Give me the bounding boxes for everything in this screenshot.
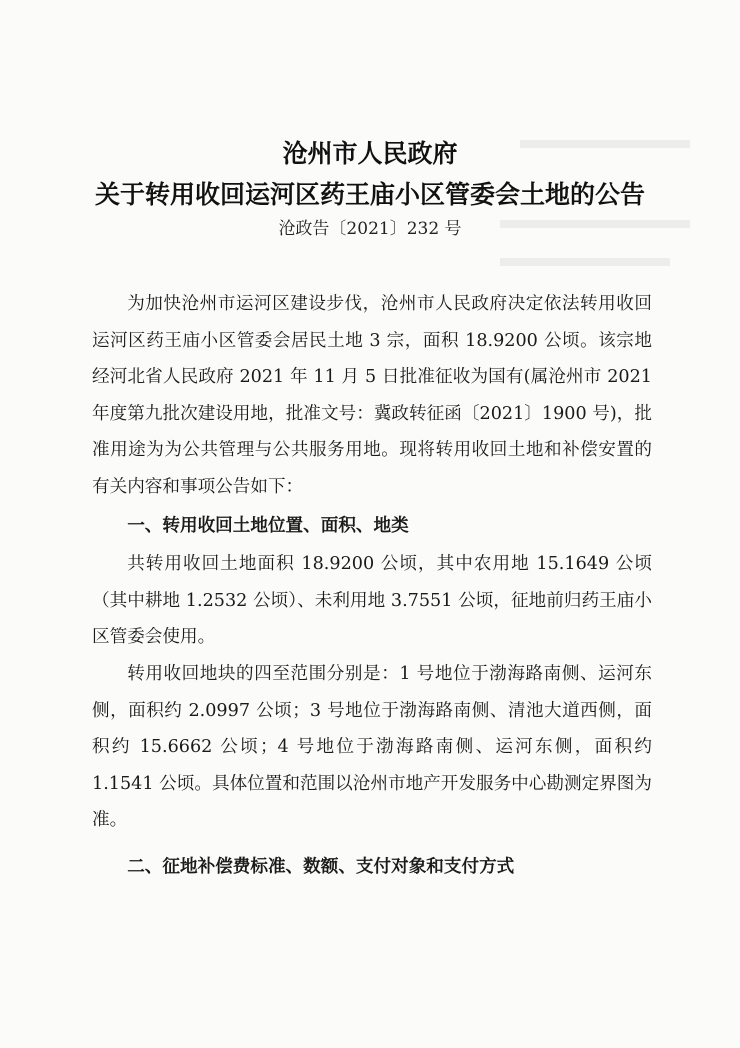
document-title-line-1: 沧州市人民政府: [282, 139, 458, 168]
document-title-line-2: 关于转用收回运河区药王庙小区管委会土地的公告: [94, 180, 645, 209]
section-2-heading: 二、征地补偿费标准、数额、支付对象和支付方式: [127, 856, 515, 877]
section-1-heading: 一、转用收回土地位置、面积、地类: [127, 515, 409, 536]
document-number: 沧政告〔2021〕232 号: [278, 219, 462, 239]
section-1-paragraph-2: 转用收回地块的四至范围分别是：1 号地位于渤海路南侧、运河东侧，面积约 2.0997 公顷；3 号地位于渤海路南侧、清池大道西侧，面积约 15.6662 公顷；4 号地位于渤海路南侧、运河东侧，面积约 1.1541 公顷。具体位置和范围以沧州市地产开发服务中心勘测定界图为准。: [92, 663, 652, 831]
section-1-paragraph-1: 共转用收回土地面积 18.9200 公顷，其中农用地 15.1649 公顷（其中耕地 1.2532 公顷）、未利用地 3.7551 公顷，征地前归药王庙小区管委会使用。: [92, 554, 652, 648]
intro-paragraph: 为加快沧州市运河区建设步伐，沧州市人民政府决定依法转用收回运河区药王庙小区管委会居民土地 3 宗，面积 18.9200 公顷。该宗地经河北省人民政府 2021 年 11 月 5 日批准征收为国有(属沧州市 2021 年度第九批次建设用地，批准文号：冀政转征函〔2021〕1900 号)，批准用途为为公共管理与公共服务用地。现将转用收回土地和补偿安置的有关内容和事项公告如下：: [92, 294, 652, 497]
document-body: [92, 286, 652, 888]
